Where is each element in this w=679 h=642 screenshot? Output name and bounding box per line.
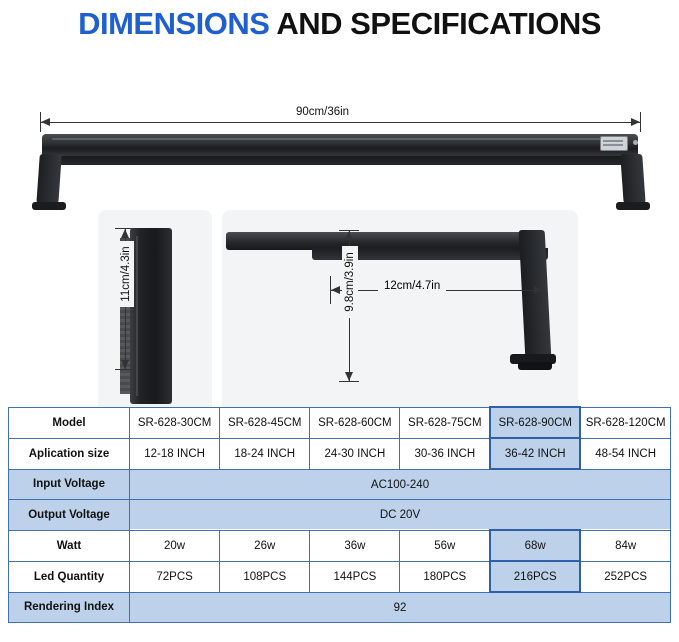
height-dimension-left	[112, 228, 138, 370]
table-row	[9, 530, 671, 561]
table-cell: 12-18 INCH	[130, 438, 220, 469]
table-row	[9, 407, 671, 438]
side-view-foot-base	[518, 362, 552, 370]
depth-dimension	[330, 268, 544, 298]
overall-width-label: 90cm/36in	[290, 106, 355, 118]
table-row-header: Rendering Index	[9, 592, 130, 623]
dimension-extension-right	[640, 112, 641, 132]
table-row	[9, 469, 671, 500]
side-view-panel	[222, 210, 578, 422]
mount-bracket-right	[620, 154, 646, 206]
table-cell: 180PCS	[400, 561, 490, 592]
height-dimension-right	[336, 230, 362, 382]
height-label-right: 9.8cm/3.9in	[342, 246, 358, 318]
table-cell: 144PCS	[310, 561, 400, 592]
table-cell: 24-30 INCH	[310, 438, 400, 469]
table-cell: 84w	[580, 530, 670, 561]
page-title	[0, 0, 679, 42]
depth-label: 12cm/4.7in	[378, 280, 446, 292]
dimension-extension-bottom	[115, 369, 135, 370]
mount-foot-right	[616, 202, 650, 210]
arrow-right-icon	[631, 118, 640, 126]
mount-foot-left	[32, 202, 66, 210]
table-row-header: Output Voltage	[9, 500, 130, 531]
table-cell: SR-628-30CM	[130, 407, 220, 438]
dimension-line	[40, 122, 641, 123]
overall-width-dimension	[40, 104, 641, 130]
arrow-up-icon	[345, 231, 353, 240]
table-cell: 108PCS	[220, 561, 310, 592]
table-cell: 56w	[400, 530, 490, 561]
table-cell-highlighted: 68w	[490, 530, 580, 561]
light-underside	[50, 156, 630, 165]
table-cell: 48-54 INCH	[580, 438, 670, 469]
table-cell-merged: AC100-240	[130, 469, 671, 500]
arrow-up-icon	[121, 229, 129, 238]
dimension-extension-bottom	[339, 381, 359, 382]
table-cell: SR-628-120CM	[580, 407, 670, 438]
table-row-header: Led Quantity	[9, 561, 130, 592]
table-cell: 18-24 INCH	[220, 438, 310, 469]
specifications-table	[8, 406, 671, 623]
control-button-icon	[633, 140, 638, 145]
table-cell: 30-36 INCH	[400, 438, 490, 469]
display-lines-icon	[603, 140, 623, 142]
table-row	[9, 561, 671, 592]
table-row	[9, 438, 671, 469]
specifications-table-body	[9, 407, 671, 623]
arrow-down-icon	[121, 360, 129, 369]
table-cell: 72PCS	[130, 561, 220, 592]
table-cell-highlighted: 36-42 INCH	[490, 438, 580, 469]
table-row	[9, 500, 671, 531]
dimension-extension-right	[543, 276, 544, 304]
table-cell: 20w	[130, 530, 220, 561]
table-cell: 36w	[310, 530, 400, 561]
table-cell: 26w	[220, 530, 310, 561]
table-cell: 252PCS	[580, 561, 670, 592]
product-dimension-diagram	[0, 42, 679, 387]
table-row-header: Input Voltage	[9, 469, 130, 500]
table-row-header: Watt	[9, 530, 130, 561]
arrow-down-icon	[345, 372, 353, 381]
display-screen-icon	[600, 136, 628, 151]
table-row	[9, 592, 671, 623]
table-row-header: Aplication size	[9, 438, 130, 469]
mount-bracket-left	[36, 154, 62, 206]
table-cell-merged: DC 20V	[130, 500, 671, 531]
table-cell-highlighted: 216PCS	[490, 561, 580, 592]
arrow-right-icon	[534, 286, 543, 294]
table-cell-merged: 92	[130, 592, 671, 623]
page-title-primary: DIMENSIONS	[78, 6, 270, 41]
table-cell-highlighted: SR-628-90CM	[490, 407, 580, 438]
table-cell: SR-628-75CM	[400, 407, 490, 438]
light-housing	[42, 134, 638, 158]
aquarium-light-front-view	[30, 134, 650, 209]
page-title-secondary: AND SPECIFICATIONS	[269, 6, 601, 41]
height-label-left: 11cm/4.3in	[118, 241, 134, 307]
table-row-header: Model	[9, 407, 130, 438]
arrow-left-icon	[41, 118, 50, 126]
table-cell: SR-628-60CM	[310, 407, 400, 438]
table-cell: SR-628-45CM	[220, 407, 310, 438]
